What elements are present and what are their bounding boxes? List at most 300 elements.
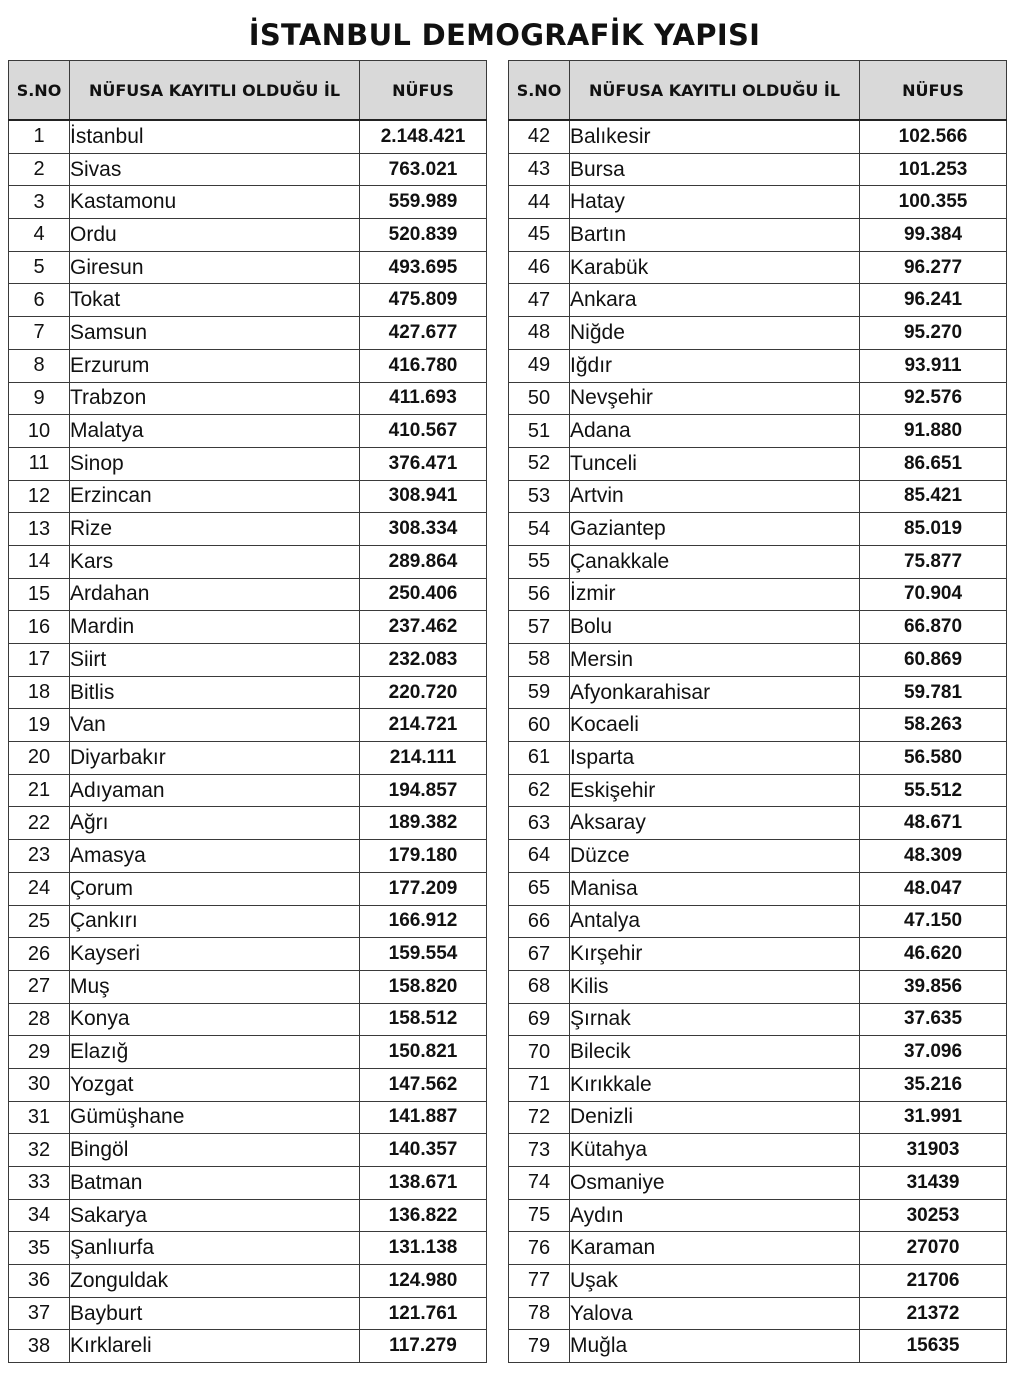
row-number: 76	[509, 1232, 570, 1265]
table-row	[9, 186, 487, 219]
population-value: 121.761	[360, 1297, 487, 1330]
row-number: 27	[9, 970, 70, 1003]
row-number: 29	[9, 1036, 70, 1069]
province-name: Tokat	[70, 284, 360, 317]
population-value: 31439	[860, 1167, 1007, 1200]
province-name: Mersin	[570, 644, 860, 677]
table-row	[509, 1036, 1007, 1069]
province-name: Diyarbakır	[70, 742, 360, 775]
province-name: Kayseri	[70, 938, 360, 971]
province-name: Uşak	[570, 1265, 860, 1298]
population-value: 58.263	[860, 709, 1007, 742]
population-value: 30253	[860, 1199, 1007, 1232]
population-value: 159.554	[360, 938, 487, 971]
population-value: 96.277	[860, 251, 1007, 284]
province-name: Ağrı	[70, 807, 360, 840]
table-row	[9, 1036, 487, 1069]
table-row	[9, 251, 487, 284]
province-name: Muğla	[570, 1330, 860, 1363]
population-value: 141.887	[360, 1101, 487, 1134]
table-row	[509, 676, 1007, 709]
row-number: 4	[9, 219, 70, 252]
row-number: 3	[9, 186, 70, 219]
table-row	[509, 513, 1007, 546]
population-value: 35.216	[860, 1068, 1007, 1101]
table-row	[9, 219, 487, 252]
row-number: 42	[509, 120, 570, 153]
table-row	[509, 709, 1007, 742]
province-name: Sinop	[70, 447, 360, 480]
province-name: Manisa	[570, 872, 860, 905]
province-name: Bitlis	[70, 676, 360, 709]
row-number: 72	[509, 1101, 570, 1134]
row-number: 66	[509, 905, 570, 938]
row-number: 77	[509, 1265, 570, 1298]
province-name: Şanlıurfa	[70, 1232, 360, 1265]
population-value: 520.839	[360, 219, 487, 252]
row-number: 38	[9, 1330, 70, 1363]
table-row	[9, 578, 487, 611]
row-number: 56	[509, 578, 570, 611]
population-value: 15635	[860, 1330, 1007, 1363]
row-number: 20	[9, 742, 70, 775]
table-row	[9, 611, 487, 644]
row-number: 16	[9, 611, 70, 644]
table-header-row	[509, 61, 1007, 121]
population-value: 140.357	[360, 1134, 487, 1167]
population-value: 102.566	[860, 120, 1007, 153]
population-value: 194.857	[360, 774, 487, 807]
province-name: Tunceli	[570, 447, 860, 480]
table-row	[509, 1297, 1007, 1330]
province-name: İzmir	[570, 578, 860, 611]
table-row	[509, 1101, 1007, 1134]
table-row	[509, 644, 1007, 677]
population-value: 39.856	[860, 970, 1007, 1003]
province-name: Eskişehir	[570, 774, 860, 807]
row-number: 24	[9, 872, 70, 905]
row-number: 26	[9, 938, 70, 971]
row-number: 73	[509, 1134, 570, 1167]
table-row	[509, 447, 1007, 480]
table-body-right	[509, 120, 1007, 1363]
population-value: 85.421	[860, 480, 1007, 513]
row-number: 8	[9, 349, 70, 382]
row-number: 61	[509, 742, 570, 775]
province-name: Muş	[70, 970, 360, 1003]
population-value: 60.869	[860, 644, 1007, 677]
population-value: 91.880	[860, 415, 1007, 448]
row-number: 19	[9, 709, 70, 742]
population-table-left	[8, 60, 487, 1363]
table-row	[509, 742, 1007, 775]
table-row	[509, 1330, 1007, 1363]
table-row	[509, 1232, 1007, 1265]
table-row	[509, 774, 1007, 807]
row-number: 44	[509, 186, 570, 219]
province-name: Gümüşhane	[70, 1101, 360, 1134]
population-value: 150.821	[360, 1036, 487, 1069]
population-value: 86.651	[860, 447, 1007, 480]
row-number: 32	[9, 1134, 70, 1167]
province-name: Bolu	[570, 611, 860, 644]
population-value: 559.989	[360, 186, 487, 219]
province-name: Kütahya	[570, 1134, 860, 1167]
table-row	[9, 1232, 487, 1265]
table-row	[509, 186, 1007, 219]
table-row	[509, 970, 1007, 1003]
table-body-left	[9, 120, 487, 1363]
table-row	[9, 644, 487, 677]
row-number: 62	[509, 774, 570, 807]
table-row	[509, 382, 1007, 415]
row-number: 46	[509, 251, 570, 284]
province-name: Elazığ	[70, 1036, 360, 1069]
row-number: 2	[9, 153, 70, 186]
population-value: 48.671	[860, 807, 1007, 840]
row-number: 54	[509, 513, 570, 546]
population-value: 308.941	[360, 480, 487, 513]
table-row	[9, 970, 487, 1003]
row-number: 67	[509, 938, 570, 971]
row-number: 69	[509, 1003, 570, 1036]
column-header-province: NÜFUSA KAYITLI OLDUĞU İL	[70, 61, 360, 121]
row-number: 71	[509, 1068, 570, 1101]
row-number: 60	[509, 709, 570, 742]
row-number: 37	[9, 1297, 70, 1330]
population-value: 21372	[860, 1297, 1007, 1330]
province-name: Çorum	[70, 872, 360, 905]
table-row	[9, 513, 487, 546]
population-value: 177.209	[360, 872, 487, 905]
population-value: 308.334	[360, 513, 487, 546]
table-row	[509, 349, 1007, 382]
row-number: 45	[509, 219, 570, 252]
population-value: 763.021	[360, 153, 487, 186]
row-number: 10	[9, 415, 70, 448]
table-row	[9, 480, 487, 513]
column-header-population: NÜFUS	[360, 61, 487, 121]
row-number: 30	[9, 1068, 70, 1101]
population-value: 37.096	[860, 1036, 1007, 1069]
row-number: 79	[509, 1330, 570, 1363]
province-name: Kırşehir	[570, 938, 860, 971]
table-row	[9, 415, 487, 448]
population-value: 411.693	[360, 382, 487, 415]
province-name: Ardahan	[70, 578, 360, 611]
table-row	[509, 1003, 1007, 1036]
province-name: Adana	[570, 415, 860, 448]
province-name: Düzce	[570, 840, 860, 873]
population-value: 131.138	[360, 1232, 487, 1265]
population-value: 427.677	[360, 317, 487, 350]
table-row	[509, 578, 1007, 611]
population-value: 47.150	[860, 905, 1007, 938]
table-row	[9, 349, 487, 382]
province-name: Şırnak	[570, 1003, 860, 1036]
population-value: 92.576	[860, 382, 1007, 415]
table-row	[509, 415, 1007, 448]
population-value: 117.279	[360, 1330, 487, 1363]
row-number: 70	[509, 1036, 570, 1069]
row-number: 35	[9, 1232, 70, 1265]
population-value: 158.512	[360, 1003, 487, 1036]
table-row	[9, 1265, 487, 1298]
province-name: Yozgat	[70, 1068, 360, 1101]
row-number: 52	[509, 447, 570, 480]
row-number: 49	[509, 349, 570, 382]
row-number: 59	[509, 676, 570, 709]
column-header-no: S.NO	[9, 61, 70, 121]
population-value: 37.635	[860, 1003, 1007, 1036]
table-row	[9, 905, 487, 938]
row-number: 68	[509, 970, 570, 1003]
table-row	[9, 1134, 487, 1167]
province-name: Bursa	[570, 153, 860, 186]
table-row	[9, 545, 487, 578]
row-number: 14	[9, 545, 70, 578]
row-number: 11	[9, 447, 70, 480]
table-row	[509, 1167, 1007, 1200]
table-row	[509, 938, 1007, 971]
population-value: 138.671	[360, 1167, 487, 1200]
province-name: İstanbul	[70, 120, 360, 153]
table-row	[9, 1101, 487, 1134]
province-name: Bartın	[570, 219, 860, 252]
table-row	[9, 676, 487, 709]
population-value: 475.809	[360, 284, 487, 317]
table-row	[509, 1068, 1007, 1101]
row-number: 17	[9, 644, 70, 677]
table-row	[9, 807, 487, 840]
province-name: Batman	[70, 1167, 360, 1200]
province-name: Bingöl	[70, 1134, 360, 1167]
row-number: 13	[9, 513, 70, 546]
province-name: Van	[70, 709, 360, 742]
table-row	[9, 317, 487, 350]
row-number: 31	[9, 1101, 70, 1134]
population-value: 232.083	[360, 644, 487, 677]
population-value: 21706	[860, 1265, 1007, 1298]
row-number: 50	[509, 382, 570, 415]
population-value: 220.720	[360, 676, 487, 709]
row-number: 36	[9, 1265, 70, 1298]
province-name: Erzurum	[70, 349, 360, 382]
table-row	[509, 219, 1007, 252]
row-number: 78	[509, 1297, 570, 1330]
province-name: Denizli	[570, 1101, 860, 1134]
row-number: 74	[509, 1167, 570, 1200]
table-row	[9, 1003, 487, 1036]
row-number: 18	[9, 676, 70, 709]
row-number: 75	[509, 1199, 570, 1232]
population-value: 48.047	[860, 872, 1007, 905]
table-row	[9, 938, 487, 971]
row-number: 55	[509, 545, 570, 578]
population-value: 136.822	[360, 1199, 487, 1232]
table-row	[9, 1199, 487, 1232]
row-number: 7	[9, 317, 70, 350]
population-value: 124.980	[360, 1265, 487, 1298]
table-row	[9, 284, 487, 317]
population-value: 56.580	[860, 742, 1007, 775]
province-name: Samsun	[70, 317, 360, 350]
table-row	[9, 774, 487, 807]
table-row	[509, 153, 1007, 186]
province-name: Malatya	[70, 415, 360, 448]
province-name: Antalya	[570, 905, 860, 938]
province-name: Kastamonu	[70, 186, 360, 219]
table-row	[9, 382, 487, 415]
table-row	[509, 905, 1007, 938]
population-value: 100.355	[860, 186, 1007, 219]
province-name: Trabzon	[70, 382, 360, 415]
population-value: 70.904	[860, 578, 1007, 611]
population-value: 75.877	[860, 545, 1007, 578]
table-row	[9, 1330, 487, 1363]
row-number: 5	[9, 251, 70, 284]
province-name: Siirt	[70, 644, 360, 677]
province-name: Ordu	[70, 219, 360, 252]
population-value: 55.512	[860, 774, 1007, 807]
row-number: 9	[9, 382, 70, 415]
table-row	[9, 1297, 487, 1330]
population-value: 31903	[860, 1134, 1007, 1167]
province-name: Kars	[70, 545, 360, 578]
table-row	[509, 807, 1007, 840]
population-value: 214.111	[360, 742, 487, 775]
population-value: 46.620	[860, 938, 1007, 971]
row-number: 63	[509, 807, 570, 840]
province-name: Iğdır	[570, 349, 860, 382]
province-name: Kırklareli	[70, 1330, 360, 1363]
row-number: 48	[509, 317, 570, 350]
table-row	[9, 447, 487, 480]
table-row	[509, 317, 1007, 350]
population-value: 96.241	[860, 284, 1007, 317]
row-number: 33	[9, 1167, 70, 1200]
row-number: 51	[509, 415, 570, 448]
row-number: 12	[9, 480, 70, 513]
row-number: 34	[9, 1199, 70, 1232]
row-number: 64	[509, 840, 570, 873]
population-value: 376.471	[360, 447, 487, 480]
province-name: Kilis	[570, 970, 860, 1003]
province-name: Niğde	[570, 317, 860, 350]
table-row	[9, 840, 487, 873]
table-row	[509, 872, 1007, 905]
table-row	[509, 120, 1007, 153]
population-value: 93.911	[860, 349, 1007, 382]
population-table-right	[508, 60, 1007, 1363]
population-value: 250.406	[360, 578, 487, 611]
province-name: Kırıkkale	[570, 1068, 860, 1101]
province-name: Osmaniye	[570, 1167, 860, 1200]
province-name: Zonguldak	[70, 1265, 360, 1298]
population-value: 101.253	[860, 153, 1007, 186]
table-row	[509, 1134, 1007, 1167]
table-row	[509, 251, 1007, 284]
province-name: Ankara	[570, 284, 860, 317]
province-name: Nevşehir	[570, 382, 860, 415]
population-value: 416.780	[360, 349, 487, 382]
province-name: Mardin	[70, 611, 360, 644]
province-name: Sakarya	[70, 1199, 360, 1232]
row-number: 23	[9, 840, 70, 873]
population-value: 158.820	[360, 970, 487, 1003]
table-row	[509, 611, 1007, 644]
province-name: Karaman	[570, 1232, 860, 1265]
province-name: Kocaeli	[570, 709, 860, 742]
table-row	[9, 742, 487, 775]
population-value: 214.721	[360, 709, 487, 742]
population-value: 166.912	[360, 905, 487, 938]
row-number: 57	[509, 611, 570, 644]
population-value: 289.864	[360, 545, 487, 578]
population-value: 147.562	[360, 1068, 487, 1101]
province-name: Balıkesir	[570, 120, 860, 153]
population-value: 179.180	[360, 840, 487, 873]
province-name: Yalova	[570, 1297, 860, 1330]
population-value: 2.148.421	[360, 120, 487, 153]
province-name: Amasya	[70, 840, 360, 873]
page-title: İSTANBUL DEMOGRAFİK YAPISI	[248, 18, 761, 52]
population-value: 237.462	[360, 611, 487, 644]
row-number: 65	[509, 872, 570, 905]
province-name: Çanakkale	[570, 545, 860, 578]
province-name: Giresun	[70, 251, 360, 284]
province-name: Sivas	[70, 153, 360, 186]
column-header-no: S.NO	[509, 61, 570, 121]
table-row	[9, 120, 487, 153]
province-name: Rize	[70, 513, 360, 546]
population-value: 27070	[860, 1232, 1007, 1265]
province-name: Aydın	[570, 1199, 860, 1232]
population-value: 410.567	[360, 415, 487, 448]
province-name: Konya	[70, 1003, 360, 1036]
table-row	[9, 872, 487, 905]
table-row	[509, 284, 1007, 317]
table-row	[9, 153, 487, 186]
row-number: 58	[509, 644, 570, 677]
province-name: Bayburt	[70, 1297, 360, 1330]
table-row	[9, 1167, 487, 1200]
population-value: 99.384	[860, 219, 1007, 252]
province-name: Hatay	[570, 186, 860, 219]
table-row	[509, 480, 1007, 513]
row-number: 1	[9, 120, 70, 153]
row-number: 21	[9, 774, 70, 807]
row-number: 28	[9, 1003, 70, 1036]
province-name: Bilecik	[570, 1036, 860, 1069]
column-header-province: NÜFUSA KAYITLI OLDUĞU İL	[570, 61, 860, 121]
population-value: 95.270	[860, 317, 1007, 350]
table-row	[509, 1265, 1007, 1298]
population-value: 66.870	[860, 611, 1007, 644]
population-value: 189.382	[360, 807, 487, 840]
population-value: 59.781	[860, 676, 1007, 709]
province-name: Isparta	[570, 742, 860, 775]
province-name: Aksaray	[570, 807, 860, 840]
row-number: 6	[9, 284, 70, 317]
province-name: Adıyaman	[70, 774, 360, 807]
row-number: 15	[9, 578, 70, 611]
row-number: 53	[509, 480, 570, 513]
row-number: 25	[9, 905, 70, 938]
province-name: Gaziantep	[570, 513, 860, 546]
table-row	[9, 709, 487, 742]
population-value: 493.695	[360, 251, 487, 284]
